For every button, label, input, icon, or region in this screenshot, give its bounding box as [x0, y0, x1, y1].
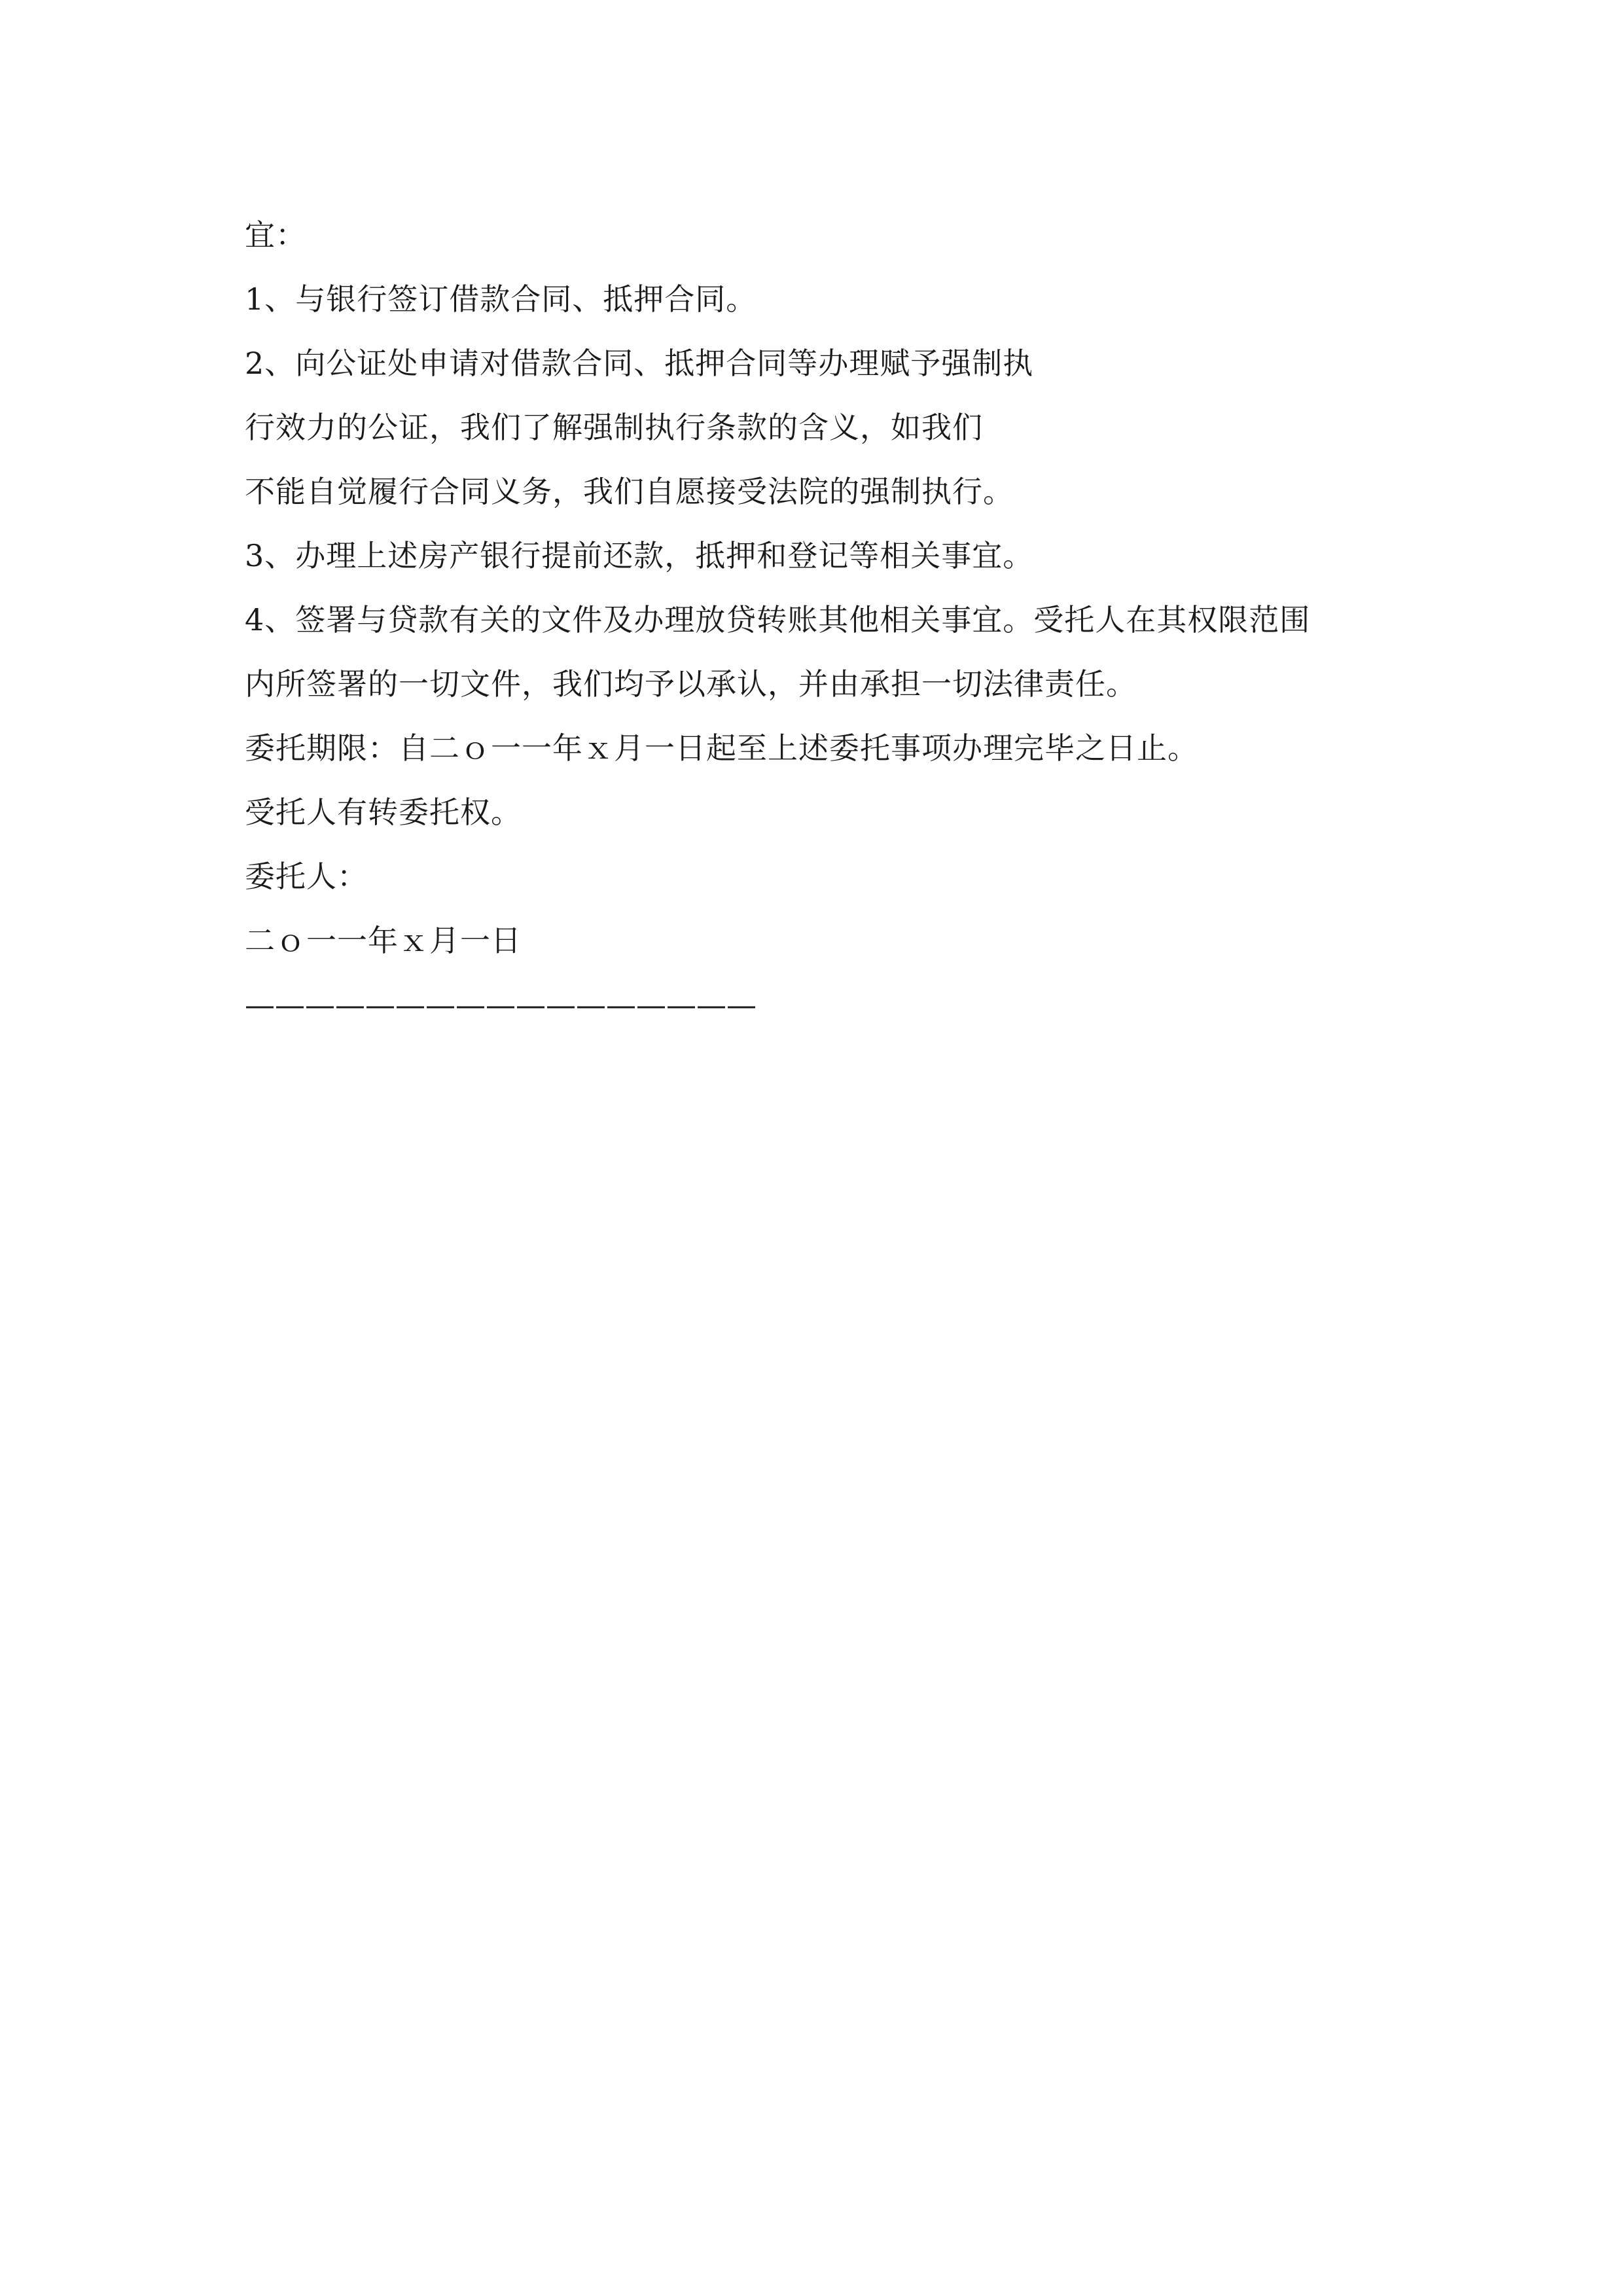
closing-rule: ————————————————— — [245, 987, 757, 1022]
text-line-term: 委托期限：自二ｏ一一年ｘ月一日起至上述委托事项办理完毕之日止。 — [245, 730, 1198, 766]
text-line-continuation: 宜： — [245, 217, 306, 253]
text-line-item-2-cont-1: 行效力的公证，我们了解强制执行条款的含义，如我们 — [245, 410, 983, 445]
text-line-item-4: 4、签署与贷款有关的文件及办理放贷转账其他相关事宜。受托人在其权限范围 — [245, 602, 1311, 637]
text-line-item-4-cont: 内所签署的一切文件，我们均予以承认，并由承担一切法律责任。 — [245, 666, 1137, 702]
text-line-item-2: 2、向公证处申请对借款合同、抵押合同等办理赋予强制执 — [245, 346, 1034, 381]
text-line-principal: 委托人： — [245, 859, 368, 894]
text-line-item-3: 3、办理上述房产银行提前还款，抵押和登记等相关事宜。 — [245, 538, 1034, 573]
text-line-date: 二ｏ一一年ｘ月一日 — [245, 923, 522, 958]
text-line-item-2-cont-2: 不能自觉履行合同义务，我们自愿接受法院的强制执行。 — [245, 474, 1014, 509]
text-line-delegation: 受托人有转委托权。 — [245, 795, 522, 830]
document-body — [245, 203, 1397, 1037]
text-line-item-1: 1、与银行签订借款合同、抵押合同。 — [245, 281, 757, 317]
